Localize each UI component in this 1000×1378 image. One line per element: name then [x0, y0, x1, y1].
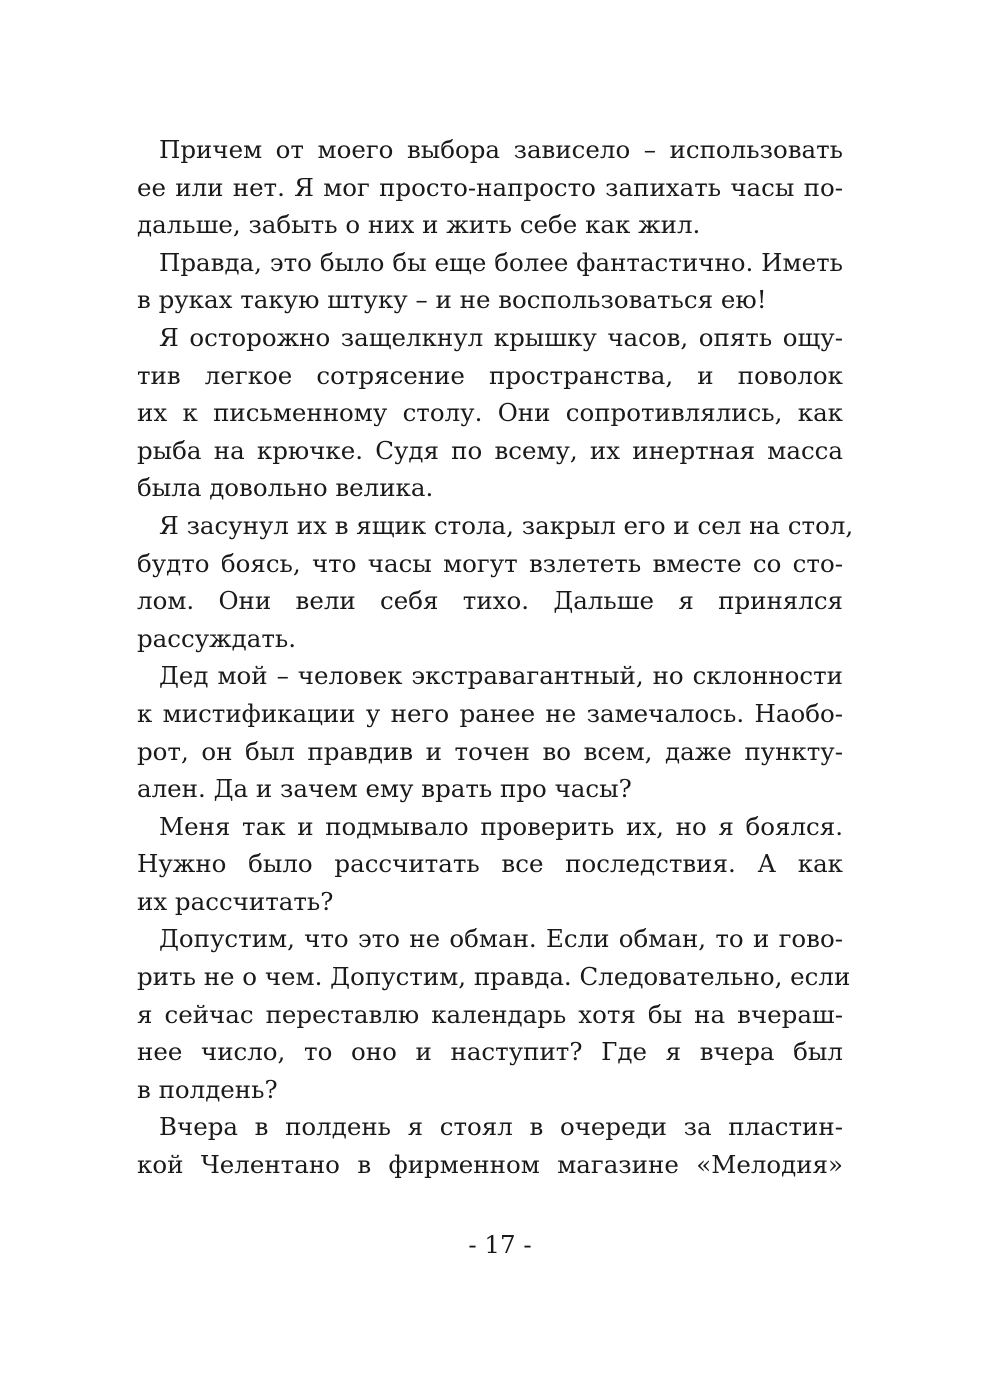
page-number: - 17 -	[468, 1230, 532, 1259]
paragraph-4	[137, 507, 854, 657]
paragraph-5	[137, 657, 843, 807]
text-line: их рассчитать?	[137, 886, 334, 916]
paragraph-7	[137, 920, 851, 1108]
text-line: нее число, то оно и наступит? Где я вчера был	[137, 1037, 843, 1067]
text-line: Дед мой – человек экстравагантный, но склонности	[159, 661, 843, 691]
text-line: Правда, это было бы еще более фантастично. Иметь	[159, 247, 843, 277]
text-line: в полдень?	[137, 1074, 278, 1104]
text-line: к мистификации у него ранее не замечалось. Наобо-	[137, 698, 843, 728]
text-line: ее или нет. Я мог просто-напросто запихать часы по-	[137, 172, 843, 202]
body-text	[137, 131, 854, 1184]
text-line: их к письменному столу. Они сопротивлялись, как	[137, 398, 843, 428]
paragraph-6	[137, 808, 843, 921]
text-line: Допустим, что это не обман. Если обман, то и гово-	[159, 924, 843, 954]
text-line: Я засунул их в ящик стола, закрыл его и сел на стол,	[159, 510, 854, 540]
paragraph-8	[137, 1108, 843, 1183]
paragraph-3	[137, 319, 843, 507]
paragraph-2	[137, 244, 843, 319]
text-line: рыба на крючке. Судя по всему, их инертная масса	[137, 435, 843, 465]
text-line: дальше, забыть о них и жить себе как жил.	[137, 210, 701, 240]
text-line: я сейчас переставлю календарь хотя бы на вчераш-	[137, 999, 843, 1029]
text-line: рот, он был правдив и точен во всем, даже пункту-	[137, 736, 843, 766]
paragraph-1	[137, 131, 843, 244]
text-line: была довольно велика.	[137, 473, 434, 503]
text-line: кой Челентано в фирменном магазине «Мелодия»	[137, 1150, 843, 1180]
text-line: в руках такую штуку – и не воспользоваться ею!	[137, 285, 767, 315]
text-line: Вчера в полдень я стоял в очереди за пластин-	[159, 1112, 843, 1142]
text-line: Меня так и подмывало проверить их, но я боялся.	[159, 811, 843, 841]
text-line: Причем от моего выбора зависело – использовать	[159, 135, 843, 164]
text-line: лом. Они вели себя тихо. Дальше я принялся	[137, 586, 843, 616]
text-line: будто боясь, что часы могут взлететь вместе со сто-	[137, 548, 843, 578]
text-line: Я осторожно защелкнул крышку часов, опять ощу-	[159, 322, 843, 352]
text-line: ален. Да и зачем ему врать про часы?	[137, 774, 632, 804]
text-line: рассуждать.	[137, 623, 297, 653]
text-line: тив легкое сотрясение пространства, и поволок	[137, 360, 843, 390]
text-line: рить не о чем. Допустим, правда. Следовательно, если	[137, 962, 851, 992]
text-line: Нужно было рассчитать все последствия. А как	[137, 849, 843, 879]
